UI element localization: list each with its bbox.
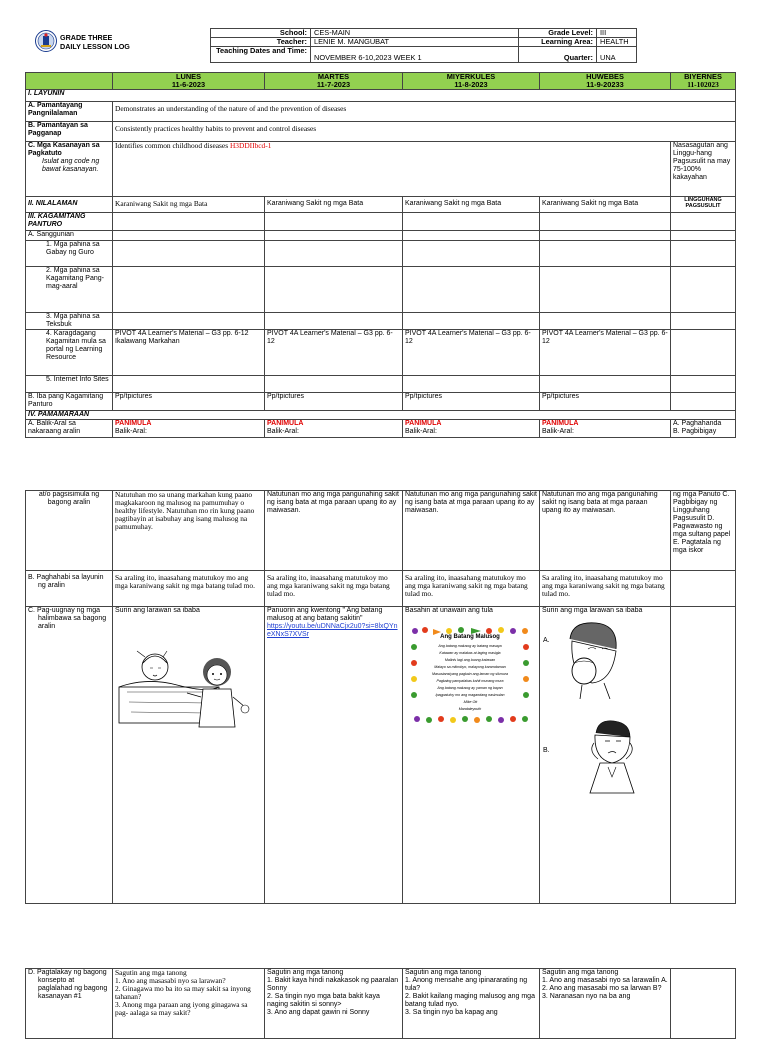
corner-cell [26, 73, 113, 90]
pagtalakay-tue: Sagutin ang mga tanong 1. Bakit kaya hindi nakakasok ng paaralan Sonny 2. Sa tingin nyo mga bata bakit kaya naging sakitin si sonny> 3. Ano ang dapat gawin ni Sonny [265, 969, 403, 1039]
day-thursday: HUWEBES 11-9-20233 [540, 73, 671, 90]
learning-area-value: HEALTH [597, 38, 637, 47]
row-label-paghahabi: B. Paghahabi sa layunin ng aralin [26, 571, 113, 607]
pagsisimula-mon: Natutuhan mo sa unang markahan kung paano magkakaroon ng malusog na pamumuhay o healthy lifestyle. Natutuhan mo rin kung paano pagtibayin at isabuhay ang isang malusog na pamumuhay. [113, 491, 265, 571]
pag-uugnay-tue-text: Panuorin ang kwentong " Ang batang malusog at ang batang sakitin" [267, 607, 383, 622]
paghahabi-tue: Sa araling ito, inaasahang matutukoy mo ang mga karaniwang sakit ng mga batang tulad mo. [265, 571, 403, 607]
sick-child-illustration [117, 637, 257, 732]
row-label-pamantayang-pangnilalaman: A. Pamantayang Pangnilalaman [26, 101, 113, 121]
s4-thu: PIVOT 4A Learner's Material – G3 pp. 6-12 [540, 329, 671, 375]
s5-label: 5. Internet Info Sites [26, 375, 113, 392]
paghahabi-mon: Sa araling ito, inaasahang matutukoy mo ang mga karaniwang sakit ng mga batang tulad mo. [113, 571, 265, 607]
pagtalakay-wed: Sagutin ang mga tanong 1. Anong mensahe ang ipinararating ng tula? 2. Bakit kailang maging malusog ang mga batang tulad nyo. 3. Sa tingin nyo ba kapag ang [403, 969, 540, 1039]
balik-tue: PANIMULA Balik-Aral: [265, 419, 403, 437]
teacher-label: Teacher: [211, 38, 311, 47]
label-b: B. [543, 747, 550, 754]
s3-label: 3. Mga pahina sa Teksbuk [26, 312, 113, 329]
pagsisimula-fri: ng mga Panuto C. Pagbibigay ng Lingguhang Pagsusulit D. Pagwawasto ng mga sultang papel E. Pagtatala ng mga iskor [671, 491, 736, 571]
lesson-log-table-page2 [25, 490, 736, 904]
competency-code: H3DDIIbcd-1 [229, 141, 272, 150]
deped-logo [35, 30, 57, 52]
row-label-pagsisimula: at/o pagsisimula ng bagong aralin [26, 491, 113, 571]
iba-tue: Pp/tpictures [265, 392, 403, 410]
day-friday: BIYERNES 11-102023 [671, 73, 736, 90]
kasanayan-friday: Nasasagutan ang Linggu-hang Pagsusulit na may 75-100% kakayahan [671, 141, 736, 196]
poem-card [409, 625, 531, 725]
nilalaman-thu: Karaniwang Sakit ng mga Bata [540, 196, 671, 212]
kasanayan-text: Identifies common childhood diseases H3DDIIbcd-1 [113, 141, 671, 196]
child-toothache-illustration [578, 717, 648, 795]
iba-thu: Pp/tpictures [540, 392, 671, 410]
grade-level-label: Grade Level: [519, 29, 597, 38]
poem-line: Mandaleyouth [458, 707, 482, 711]
poem-lines [421, 643, 519, 713]
pagsisimula-wed: Natutunan mo ang mga pangunahing sakit ng isang bata at mga paraan upang ito ay maiwasan. [403, 491, 540, 571]
youtube-link[interactable]: https://youtu.be/uDNNaCjx2u0?si=8lxQYneXNxS7XVSr [267, 623, 398, 638]
poem-line: Pagkaing pampalakas kahit munang mura [436, 679, 504, 683]
poem-line: Ang batang malusog ay yaman ng bayan [437, 686, 503, 690]
day-monday: LUNES 11-6-2023 [113, 73, 265, 90]
pag-uugnay-mon-text: Surin ang larawan sa ibaba [115, 607, 200, 614]
s1-label: 1. Mga pahina sa Gabay ng Guro [26, 240, 113, 266]
s2-label: 2. Mga pahina sa Kagamitang Pang-mag-aaral [26, 266, 113, 312]
iba-wed: Pp/tpictures [403, 392, 540, 410]
pamantayan-sa-pagganap-text: Consistently practices healthy habits to prevent and control diseases [113, 121, 736, 141]
day-tuesday: MARTES 11-7-2023 [265, 73, 403, 90]
pagsisimula-thu: Natutunan mo ang mga pangunahing sakit ng isang bata at mga paraan upang ito ay maiwasan. [540, 491, 671, 571]
sanggunian-label: A. Sanggunian [26, 230, 113, 240]
balik-aral-label: A. Balik-Aral sa nakaraang aralin [26, 419, 113, 437]
iba-label: B. Iba pang Kagamitang Panturo [26, 392, 113, 410]
poem-line: Katawan ay malakas at laging masigla [439, 651, 501, 655]
paghahabi-wed: Sa araling ito, inaasahang matutukoy mo ang mga karaniwang sakit ng mga batang tulad mo. [403, 571, 540, 607]
nilalaman-mon: Karaniwang Sakit ng mga Bata [113, 196, 265, 212]
pagtalakay-thu: Sagutin ang mga tanong 1. Ano ang masasabi nyo sa larawalin A. 2. Ano ang masasabi mo sa larwan B? 3. Naranasan nyo na ba ang [540, 969, 671, 1039]
poem-line: Ipagpatuloy mo ang magandang nasimulan [435, 693, 505, 697]
section-nilalaman: II. NILALAMAN [26, 196, 113, 212]
pag-uugnay-wed [403, 607, 540, 904]
pag-uugnay-mon [113, 607, 265, 904]
row-label-kasanayan [26, 141, 113, 196]
child-coughing-illustration [560, 619, 630, 699]
poem-line: -Mike Ott [462, 700, 478, 704]
pag-uugnay-wed-text: Basahin at unawain ang tula [405, 607, 493, 614]
section-pamamaraan: IV. PAMAMARAAN [26, 410, 736, 419]
s4-mon: PIVOT 4A Learner's Material – G3 pp. 6-12 Ikalawang Markahan [113, 329, 265, 375]
s4-label: 4. Karagdagang Kagamitan mula sa portal ng Learning Resource [26, 329, 113, 375]
lesson-log-table-page1 [25, 72, 736, 438]
learning-area-label: Learning Area: [519, 38, 597, 47]
balik-fri: A. Paghahanda B. Pagbibigay [671, 419, 736, 437]
school-value: CES-MAIN [311, 29, 519, 38]
pamantayang-pangnilalaman-text: Demonstrates an understanding of the nature of and the prevention of diseases [113, 101, 736, 121]
title-line-2: DAILY LESSON LOG [60, 42, 130, 51]
dates-label: Teaching Dates and Time: [211, 47, 311, 63]
s4-tue: PIVOT 4A Learner's Material – G3 pp. 6-12 [265, 329, 403, 375]
poem-line: Ang batang malusog ay batang masaya [438, 644, 502, 648]
row-label-pag-uugnay: C. Pag-uugnay ng mga halimbawa sa bagong aralin [26, 607, 113, 904]
iba-mon: Pp/tpictures [113, 392, 265, 410]
poem-title: Ang Batang Malusog [440, 634, 500, 640]
title-line-1: GRADE THREE [60, 33, 113, 42]
paghahabi-thu: Sa araling ito, inaasahang matutukoy mo ang mga karaniwang sakit ng mga batang tulad mo. [540, 571, 671, 607]
day-wednesday: MIYERKULES 11-8-2023 [403, 73, 540, 90]
pag-uugnay-thu [540, 607, 671, 904]
dates-value: NOVEMBER 6-10,2023 WEEK 1 [311, 47, 519, 63]
quarter-value: UNA [597, 47, 637, 63]
nilalaman-fri: LINGGUHANG PAGSUSULIT [671, 196, 736, 212]
kasanayan-label: C. Mga Kasanayan sa Pagkatuto [28, 141, 100, 157]
header-info-table [210, 28, 637, 63]
section-kagamitang-panturo: III. KAGAMITANG PANTURO [26, 212, 113, 230]
nilalaman-wed: Karaniwang Sakit ng mga Bata [403, 196, 540, 212]
poem-line: Masustansiyang pagkain ang laman ng sikmura [432, 672, 508, 676]
nilalaman-tue: Karaniwang Sakit ng mga Bata [265, 196, 403, 212]
pagsisimula-tue: Natutunan mo ang mga pangunahing sakit ng isang bata at mga paraan upang ito ay maiwasan. [265, 491, 403, 571]
pag-uugnay-tue [265, 607, 403, 904]
school-label: School: [211, 29, 311, 38]
row-label-pagtalakay: D. Pagtalakay ng bagong konsepto at paglalahad ng bagong kasanayan #1 [26, 969, 113, 1039]
lesson-log-table-page3 [25, 968, 736, 1039]
balik-thu: PANIMULA Balik-Aral: [540, 419, 671, 437]
grade-level-value: III [597, 29, 637, 38]
log-title [60, 33, 130, 51]
row-label-pamantayan-sa-pagganap: B. Pamantayan sa Pagganap [26, 121, 113, 141]
label-a: A. [543, 637, 550, 644]
balik-mon: PANIMULA Balik-Aral: [113, 419, 265, 437]
pag-uugnay-thu-text: Surin ang mga larawan sa ibaba [542, 607, 643, 614]
section-layunin: I. LAYUNIN [26, 89, 736, 101]
teacher-value: LENIE M. MANGUBAT [311, 38, 519, 47]
s4-wed: PIVOT 4A Learner's Material – G3 pp. 6-12 [403, 329, 540, 375]
kasanayan-sub: Isulat ang code ng bawat kasanayan. [42, 157, 100, 173]
poem-line: Malayo sa mikrobyo, malayong karamdaman [434, 665, 506, 669]
pagtalakay-mon: Sagutin ang mga tanong 1. Ano ang masasabi nyo sa larawan? 2. Ginagawa mo ba ito sa may sakit sa inyong tahanan? 3. Anong mga paraan ang iyong ginagawa sa pag- aalaga sa may sakit? [113, 969, 265, 1039]
balik-wed: PANIMULA Balik-Aral: [403, 419, 540, 437]
quarter-label: Quarter: [519, 47, 597, 63]
poem-line: Malinis lagi ang buong katawan [444, 658, 496, 662]
